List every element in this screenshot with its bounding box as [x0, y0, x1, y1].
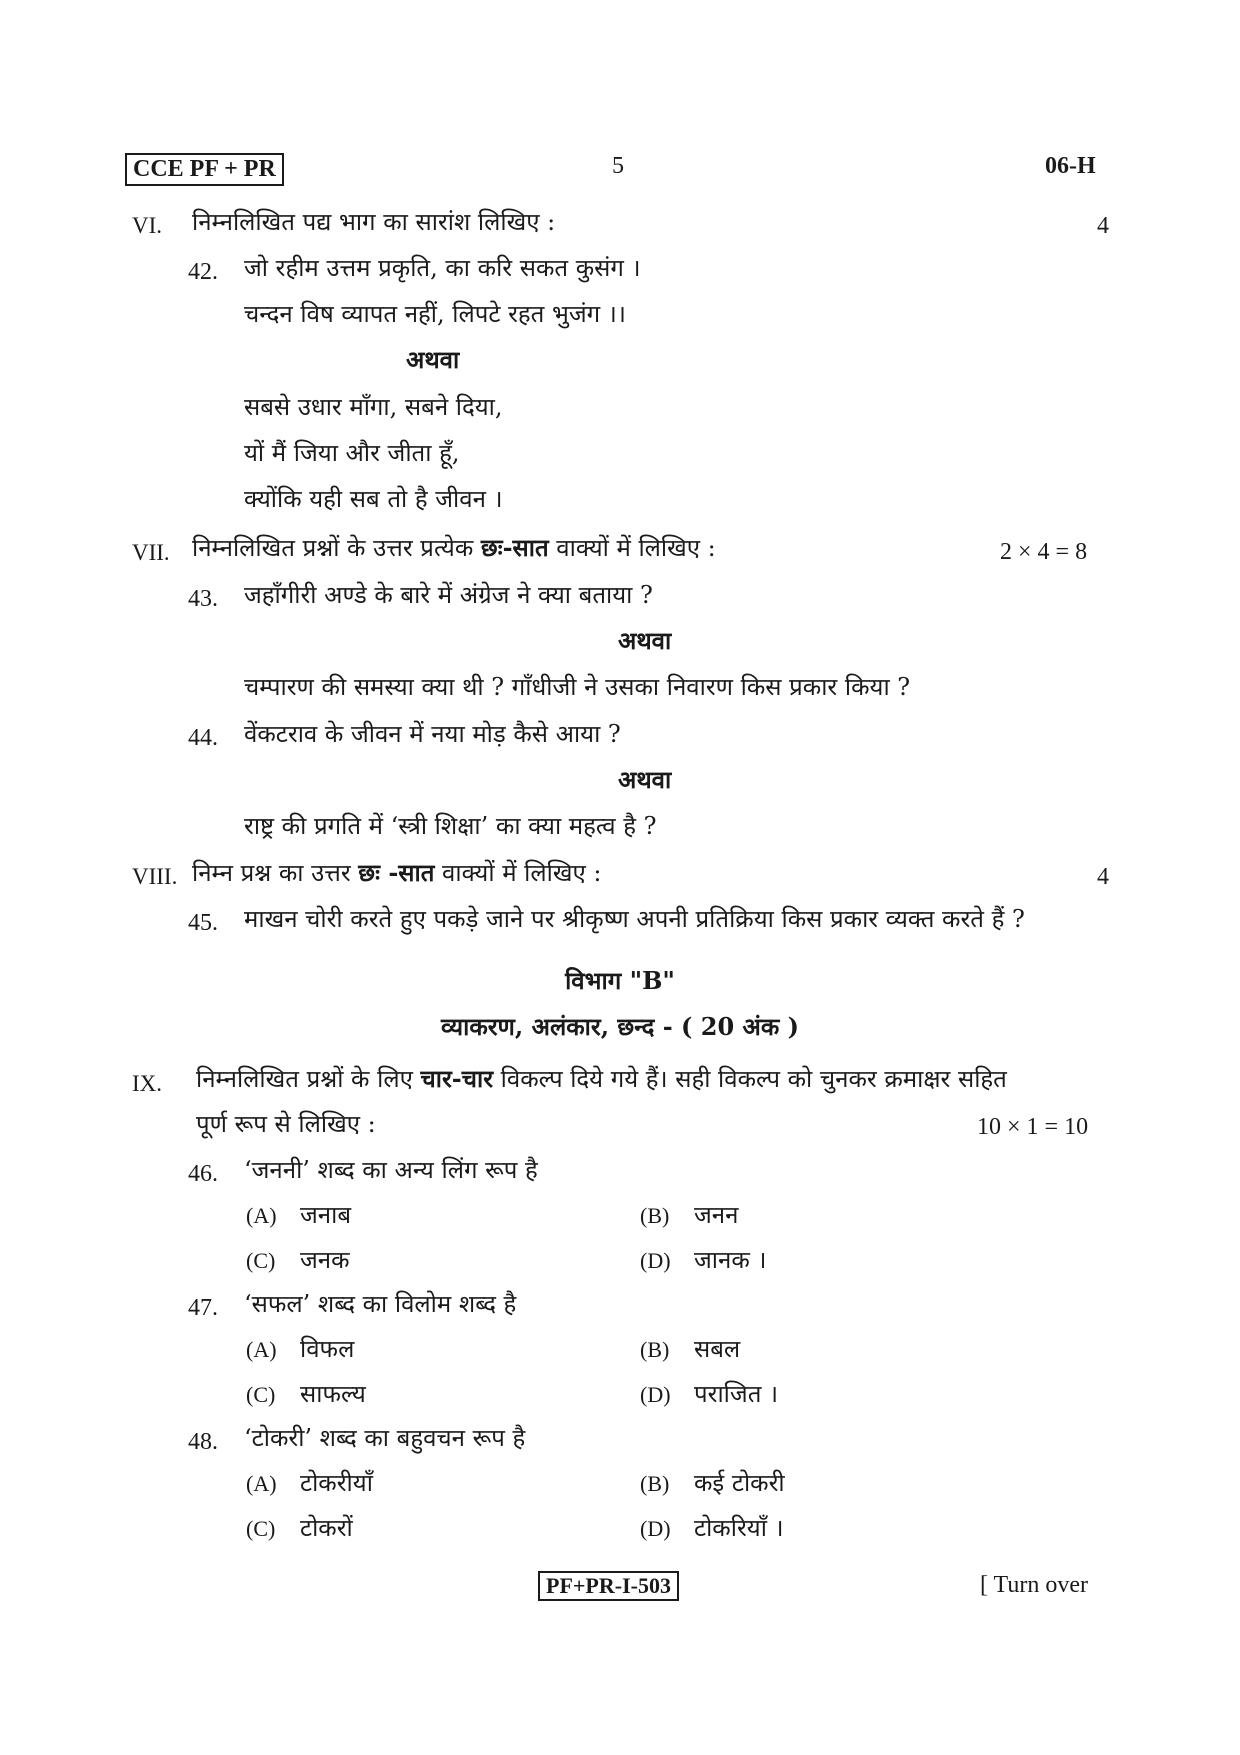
q47-option-a: (A) विफल	[246, 1335, 355, 1363]
q42-or: अथवा	[406, 345, 460, 374]
paper-code-box: CCE PF + PR	[125, 153, 284, 186]
section-viii-marks: 4	[1097, 864, 1109, 890]
section-ix-marks: 10 × 1 = 10	[977, 1114, 1089, 1140]
section-ix-instruction-line1: निम्नलिखित प्रश्नों के लिए चार-चार विकल्प दिये गये हैं। सही विकल्प को चुनकर क्रमाक्षर सहित	[196, 1064, 1007, 1093]
q48-option-b: (B) कई टोकरी	[640, 1469, 785, 1497]
section-vi-marks: 4	[1097, 213, 1109, 239]
q42-alt-line1: सबसे उधार माँगा, सबने दिया,	[244, 393, 503, 421]
q44-number: 44.	[188, 725, 218, 751]
q48-text: ‘टोकरी’ शब्द का बहुवचन रूप है	[244, 1424, 526, 1452]
page-number: 5	[612, 153, 624, 179]
q45-number: 45.	[188, 910, 218, 936]
q44-or: अथवा	[618, 765, 672, 794]
q47-option-b: (B) सबल	[640, 1335, 741, 1363]
q47-option-c: (C) साफल्य	[246, 1380, 366, 1408]
footer-code-box: PF+PR-I-503	[538, 1571, 679, 1601]
section-ix-label: IX.	[132, 1071, 163, 1096]
section-b-subtitle: व्याकरण, अलंकार, छन्द - ( 20 अंक )	[440, 1012, 800, 1041]
q46-option-b: (B) जनन	[640, 1201, 739, 1229]
q43-number: 43.	[188, 586, 218, 612]
q46-number: 46.	[188, 1161, 218, 1187]
q44-text: वेंकटराव के जीवन में नया मोड़ कैसे आया ?	[244, 720, 621, 748]
section-b-title: विभाग "B"	[565, 966, 675, 995]
section-ix-instruction-line2: पूर्ण रूप से लिखिए :	[196, 1110, 376, 1138]
q47-option-d: (D) पराजित ।	[640, 1380, 779, 1408]
q44-alt: राष्ट्र की प्रगति में ‘स्त्री शिक्षा’ का क्या महत्व है ?	[244, 812, 657, 840]
q42-number: 42.	[188, 259, 218, 285]
section-vi-label: VI.	[132, 213, 163, 238]
q47-number: 47.	[188, 1295, 218, 1321]
q45-text: माखन चोरी करते हुए पकड़े जाने पर श्रीकृष्ण अपनी प्रतिक्रिया किस प्रकार व्यक्त करते हैं ?	[244, 905, 1025, 933]
q46-text: ‘जननी’ शब्द का अन्य लिंग रूप है	[244, 1156, 538, 1184]
q42-alt-line2: यों मैं जिया और जीता हूँ,	[244, 439, 460, 467]
q42-alt-line3: क्योंकि यही सब तो है जीवन ।	[244, 485, 503, 513]
q48-option-d: (D) टोकरियाँ ।	[640, 1514, 784, 1542]
section-vii-marks: 2 × 4 = 8	[1000, 539, 1088, 565]
q46-option-c: (C) जनक	[246, 1246, 350, 1274]
q48-number: 48.	[188, 1429, 218, 1455]
q47-text: ‘सफल’ शब्द का विलोम शब्द है	[244, 1290, 517, 1318]
turn-over-note: [ Turn over	[980, 1572, 1089, 1598]
section-viii-instruction: निम्न प्रश्न का उत्तर छः -सात वाक्यों में लिखिए :	[192, 858, 602, 887]
section-vii-instruction: निम्नलिखित प्रश्नों के उत्तर प्रत्येक छः-सात वाक्यों में लिखिए :	[192, 533, 716, 562]
section-vii-label: VII.	[132, 540, 170, 565]
paper-id: 06-H	[1045, 153, 1096, 179]
q43-alt: चम्पारण की समस्या क्या थी ? गाँधीजी ने उसका निवारण किस प्रकार किया ?	[244, 673, 911, 701]
q48-option-a: (A) टोकरीयाँ	[246, 1469, 373, 1497]
q42-line2: चन्दन विष व्यापत नहीं, लिपटे रहत भुजंग ।।	[244, 300, 626, 328]
section-viii-label: VIII.	[132, 864, 178, 889]
q42-line1: जो रहीम उत्तम प्रकृति, का करि सकत कुसंग ।	[244, 254, 641, 282]
q43-text: जहाँगीरी अण्डे के बारे में अंग्रेज ने क्या बताया ?	[244, 581, 653, 609]
q48-option-c: (C) टोकरों	[246, 1514, 353, 1542]
q43-or: अथवा	[618, 626, 672, 655]
q46-option-d: (D) जानक ।	[640, 1246, 767, 1274]
section-vi-instruction: निम्नलिखित पद्य भाग का सारांश लिखिए :	[192, 208, 556, 236]
q46-option-a: (A) जनाब	[246, 1201, 352, 1229]
